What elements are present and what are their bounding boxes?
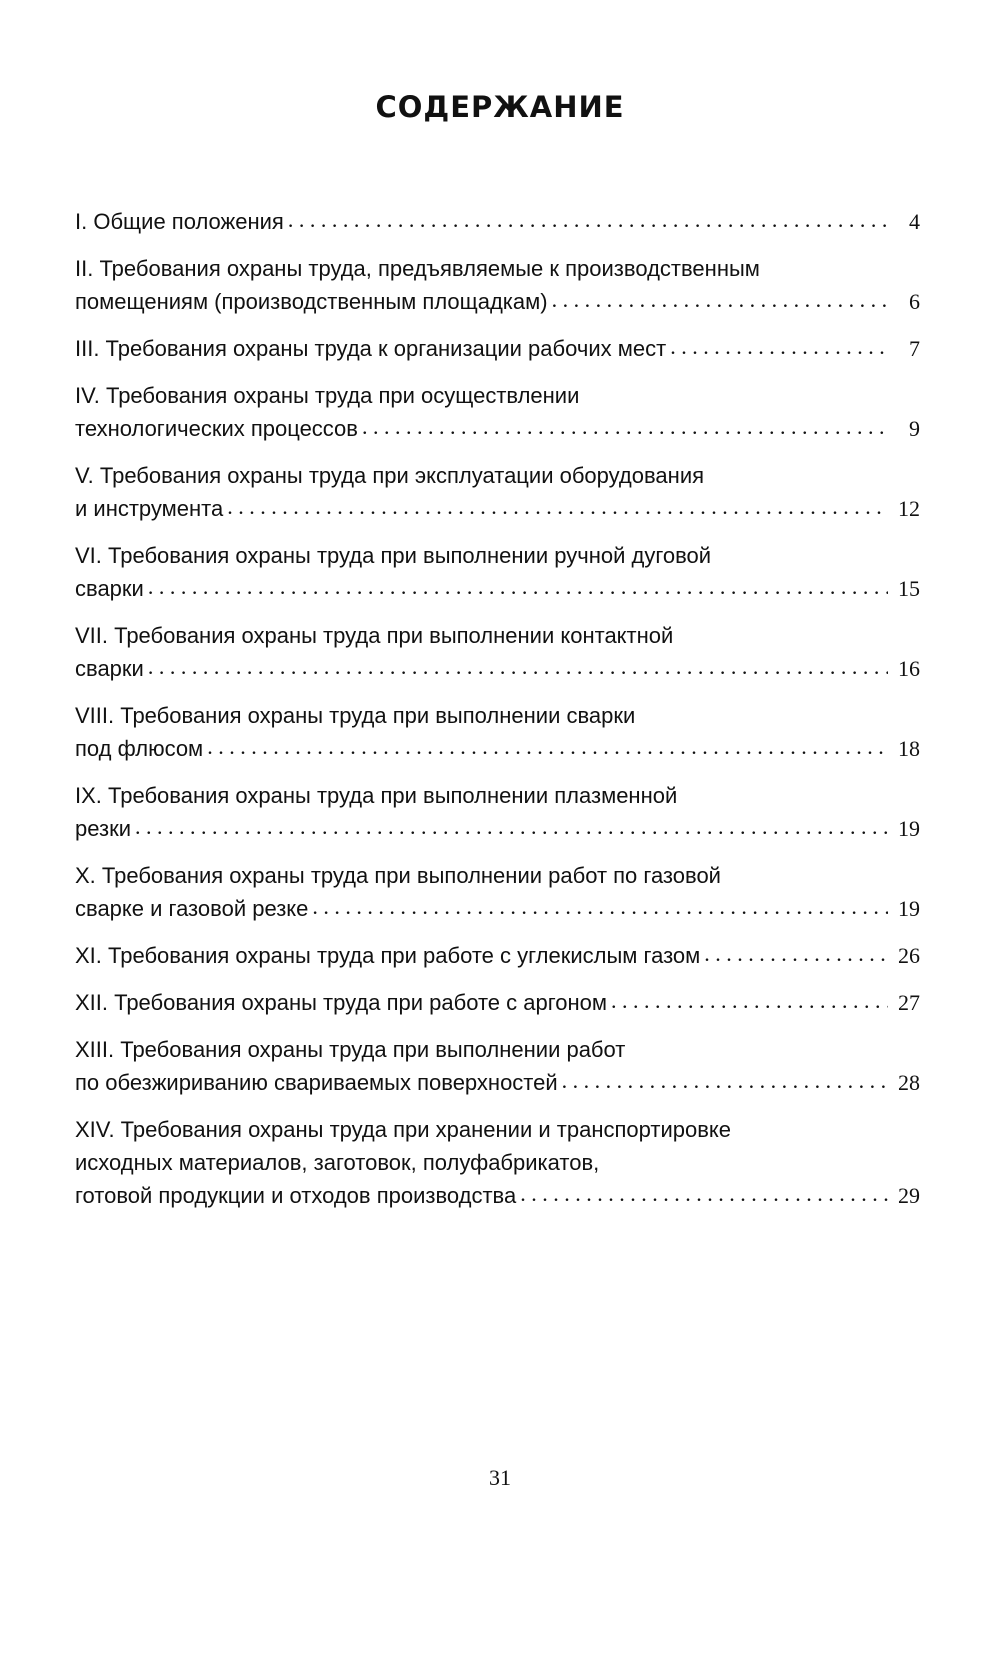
toc-entry-text: готовой продукции и отходов производства xyxy=(75,1183,517,1208)
toc-page-number: 18 xyxy=(898,736,920,761)
dot-leader xyxy=(670,330,888,363)
toc-entry[interactable] xyxy=(75,379,920,445)
toc-entry-last-line xyxy=(75,285,920,318)
page-number: 31 xyxy=(489,1465,511,1490)
toc-entry-text: V. Требования охраны труда при эксплуатации оборудования xyxy=(75,463,705,488)
toc-entry-last-line xyxy=(75,652,920,685)
dot-leader xyxy=(135,810,888,843)
toc-entry-text: XIII. Требования охраны труда при выполнении работ xyxy=(75,1037,626,1062)
toc-entry-last-line xyxy=(75,492,920,525)
toc-entry-text: III. Требования охраны труда к организации рабочих мест xyxy=(75,336,667,361)
toc-entry-text: XI. Требования охраны труда при работе с углекислым газом xyxy=(75,943,701,968)
dot-leader xyxy=(562,1064,888,1097)
dot-leader xyxy=(288,203,888,236)
toc-entry-text: XIV. Требования охраны труда при хранении и транспортировке xyxy=(75,1117,731,1142)
toc-entry-last-line xyxy=(75,939,920,972)
toc-page-number: 27 xyxy=(898,990,920,1015)
toc-entry-text: исходных материалов, заготовок, полуфабрикатов, xyxy=(75,1150,600,1175)
toc-entry-text: VII. Требования охраны труда при выполнении контактной xyxy=(75,623,674,648)
toc-entry-text: I. Общие положения xyxy=(75,209,284,234)
toc-page-number: 19 xyxy=(898,896,920,921)
toc-entry[interactable] xyxy=(75,619,920,685)
toc-page-number: 28 xyxy=(898,1070,920,1095)
toc-page-number: 7 xyxy=(909,336,920,361)
toc-entry[interactable] xyxy=(75,779,920,845)
toc-entry-last-line xyxy=(75,412,920,445)
toc-entry-last-line xyxy=(75,986,920,1019)
toc-entry-last-line xyxy=(75,1179,920,1212)
toc-entry-text: VI. Требования охраны труда при выполнении ручной дуговой xyxy=(75,543,712,568)
toc-entry-text: сварки xyxy=(75,656,144,681)
toc-entry-last-line xyxy=(75,332,920,365)
toc-entry-text: по обезжириванию свариваемых поверхностей xyxy=(75,1070,558,1095)
toc-entry[interactable] xyxy=(75,252,920,318)
toc-entry[interactable] xyxy=(75,986,920,1019)
toc-page-number: 26 xyxy=(898,943,920,968)
toc-entry[interactable] xyxy=(75,539,920,605)
toc-entry-text: и инструмента xyxy=(75,496,224,521)
toc-entry-text: помещениям (производственным площадкам) xyxy=(75,289,548,314)
toc-entry-text: IV. Требования охраны труда при осуществлении xyxy=(75,383,580,408)
toc-page-number: 12 xyxy=(898,496,920,521)
toc-entry[interactable] xyxy=(75,699,920,765)
toc-entry-last-line xyxy=(75,892,920,925)
toc-page-number: 19 xyxy=(898,816,920,841)
toc-page-number: 16 xyxy=(898,656,920,681)
toc-entry[interactable] xyxy=(75,939,920,972)
dot-leader xyxy=(611,984,888,1017)
dot-leader xyxy=(312,890,888,923)
toc-entry-text: II. Требования охраны труда, предъявляемые к производственным xyxy=(75,256,760,281)
toc-page-number: 15 xyxy=(898,576,920,601)
dot-leader xyxy=(227,490,888,523)
toc-entry[interactable] xyxy=(75,205,920,238)
toc-page-number: 9 xyxy=(909,416,920,441)
dot-leader xyxy=(148,650,888,683)
toc-entry-last-line xyxy=(75,205,920,238)
toc-entry-text: X. Требования охраны труда при выполнении работ по газовой xyxy=(75,863,721,888)
toc-entry-text: технологических процессов xyxy=(75,416,358,441)
toc-entry-last-line xyxy=(75,732,920,765)
toc-page-number: 29 xyxy=(898,1183,920,1208)
toc-entry-text: сварки xyxy=(75,576,144,601)
dot-leader xyxy=(148,570,888,603)
dot-leader xyxy=(552,283,888,316)
toc-entry-text: резки xyxy=(75,816,131,841)
page-title: СОДЕРЖАНИЕ xyxy=(375,90,625,124)
toc-entry-text: VIII. Требования охраны труда при выполнении сварки xyxy=(75,703,636,728)
toc-entry[interactable] xyxy=(75,332,920,365)
dot-leader xyxy=(207,730,888,763)
toc-page-number: 4 xyxy=(909,209,920,234)
toc-entry-text: под флюсом xyxy=(75,736,204,761)
dot-leader xyxy=(362,410,888,443)
toc-page-number: 6 xyxy=(909,289,920,314)
toc-entry[interactable] xyxy=(75,1113,920,1212)
toc-entry-last-line xyxy=(75,572,920,605)
toc-entry[interactable] xyxy=(75,859,920,925)
table-of-contents xyxy=(75,205,920,1226)
toc-entry-last-line xyxy=(75,812,920,845)
toc-entry[interactable] xyxy=(75,1033,920,1099)
toc-entry[interactable] xyxy=(75,459,920,525)
toc-entry-text: IX. Требования охраны труда при выполнении плазменной xyxy=(75,783,678,808)
toc-entry-last-line xyxy=(75,1066,920,1099)
toc-entry-text: сварке и газовой резке xyxy=(75,896,309,921)
toc-entry-text: XII. Требования охраны труда при работе с аргоном xyxy=(75,990,607,1015)
dot-leader xyxy=(520,1177,888,1210)
dot-leader xyxy=(704,937,888,970)
